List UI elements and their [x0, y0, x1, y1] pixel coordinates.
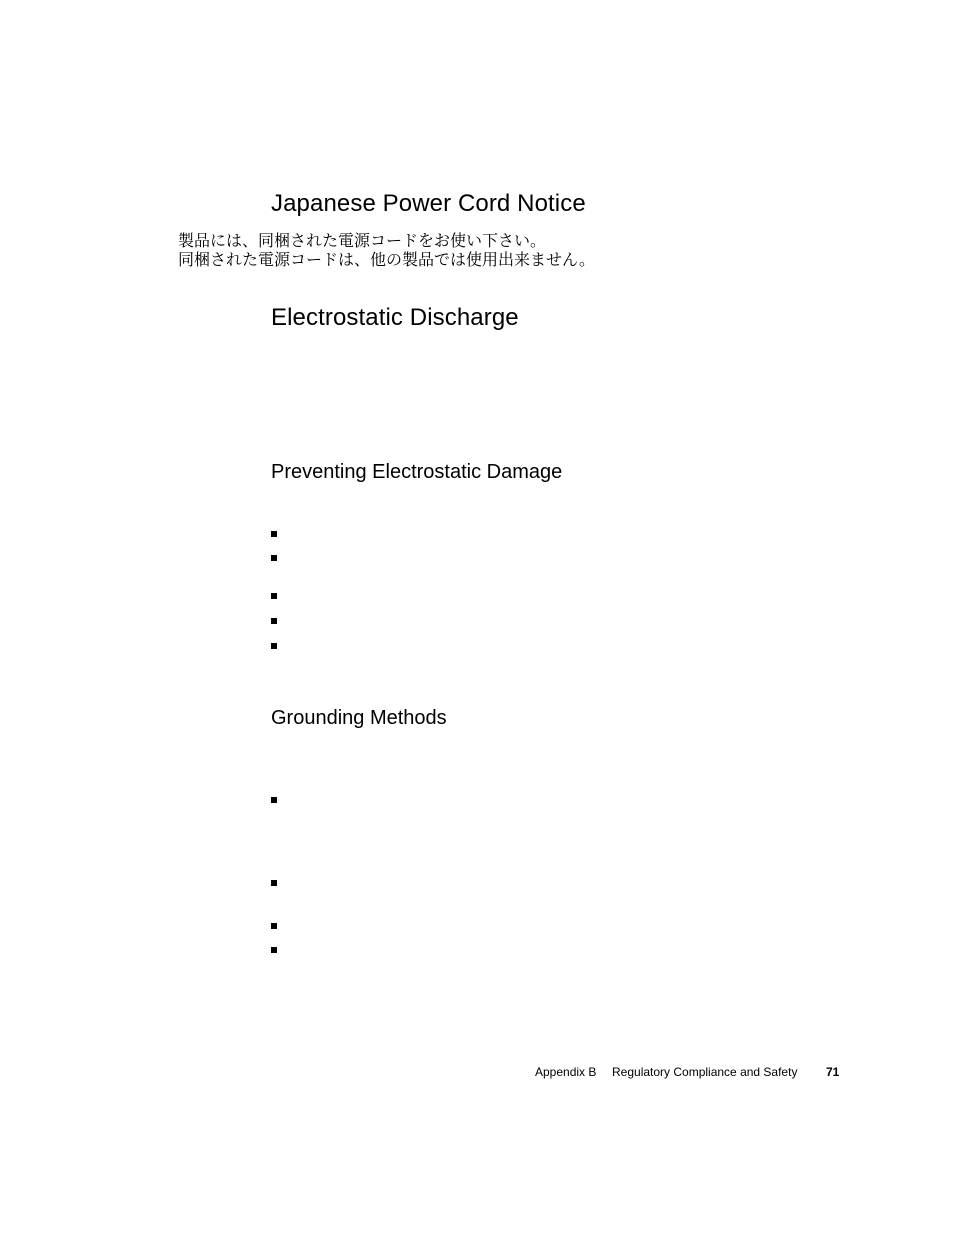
footer-chapter: Appendix B [535, 1065, 597, 1079]
list-bullet [271, 880, 277, 886]
list-bullet [271, 643, 277, 649]
heading-grounding-methods: Grounding Methods [271, 707, 447, 729]
list-bullet [271, 555, 277, 561]
heading-electrostatic-discharge: Electrostatic Discharge [271, 304, 519, 331]
list-bullet [271, 947, 277, 953]
heading-preventing-electrostatic-damage: Preventing Electrostatic Damage [271, 461, 563, 483]
japanese-notice-line-2: 同梱された電源コードは、他の製品では使用出来ません。 [178, 250, 595, 269]
heading-japanese-power-cord-notice: Japanese Power Cord Notice [271, 190, 586, 217]
japanese-notice-line-1: 製品には、同梱された電源コードをお使い下さい。 [178, 231, 547, 250]
list-bullet [271, 923, 277, 929]
page-number: 71 [826, 1065, 840, 1079]
list-bullet [271, 618, 277, 624]
list-bullet [271, 593, 277, 599]
list-bullet [271, 531, 277, 537]
footer-section-title: Regulatory Compliance and Safety [612, 1065, 798, 1079]
list-bullet [271, 797, 277, 803]
